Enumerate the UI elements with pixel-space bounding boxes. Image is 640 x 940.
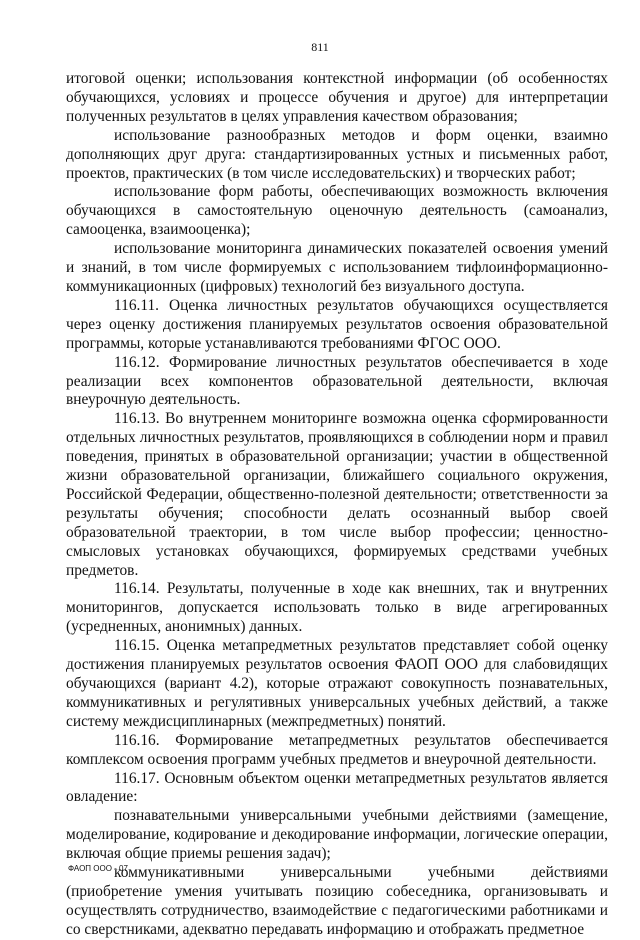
paragraph: 116.15. Оценка метапредметных результатов представляет собой оценку достижения планируемых результатов освоения ФАОП ООО для слабовидящих обучающихся (вариант 4.2), которые отражают совокупность познавательных, коммуникативных и регулятивных универсальных учебных действий, а также систему междисциплинарных (межпредметных) понятий.: [66, 637, 608, 730]
paragraph: использование форм работы, обеспечивающих возможность включения обучающихся в самостоятельную оценочную деятельность (самоанализ, самооценка, взаимооценка);: [66, 183, 608, 239]
paragraph: 116.14. Результаты, полученные в ходе как внешних, так и внутренних мониторингов, допускается использовать только в виде агрегированных (усредненных, анонимных) данных.: [66, 580, 608, 636]
document-body: [66, 70, 608, 940]
paragraph: 116.12. Формирование личностных результатов обеспечивается в ходе реализации всех компонентов образовательной деятельности, включая внеурочную деятельность.: [66, 353, 608, 409]
paragraph: коммуникативными универсальными учебными действиями (приобретение умения учитывать позицию собеседника, организовывать и осуществлять сотрудничество, взаимодействие с педагогическими работниками и со сверстниками, адекватно передавать информацию и отображать предметное: [66, 864, 608, 938]
paragraph: итоговой оценки; использования контекстной информации (об особенностях обучающихся, условиях и процессе обучения и другое) для интерпретации полученных результатов в целях управления качеством образования;: [66, 70, 608, 125]
paragraph: 116.16. Формирование метапредметных результатов обеспечивается комплексом освоения программ учебных предметов и внеурочной деятельности.: [66, 731, 608, 768]
paragraph: использование разнообразных методов и форм оценки, взаимно дополняющих друг друга: стандартизированных устных и письменных работ, проектов, практических (в том числе исследовательских) и творческих работ;: [66, 126, 608, 182]
paragraph: 116.13. Во внутреннем мониторинге возможна оценка сформированности отдельных личностных результатов, проявляющихся в соблюдении норм и правил поведения, принятых в образовательной организации; участии в общественной жизни образовательной организации, ближайшего социального окружения, Российской Федерации, общественно-полезной деятельности; ответственности за результаты обучения; способности делать осознанный выбор своей образовательной траектории, в том числе выбор профессии; ценностно-смысловых установках обучающихся, формируемых средствами учебных предметов.: [66, 410, 608, 579]
paragraph: познавательными универсальными учебными действиями (замещение, моделирование, кодирование и декодирование информации, логические операции, включая общие приемы решения задач);: [66, 807, 608, 863]
document-code-footer: ФАОП ООО - 07: [68, 864, 128, 873]
paragraph: использование мониторинга динамических показателей освоения умений и знаний, в том числе формируемых с использованием тифлоинформационно-коммуникационных (цифровых) технологий без визуального доступа.: [66, 240, 608, 295]
page-number: 811: [311, 40, 329, 54]
paragraph: 116.11. Оценка личностных результатов обучающихся осуществляется через оценку достижения планируемых результатов освоения образовательной программы, которые устанавливаются требованиями ФГОС ООО.: [66, 296, 608, 352]
paragraph: 116.17. Основным объектом оценки метапредметных результатов является овладение:: [66, 769, 608, 806]
